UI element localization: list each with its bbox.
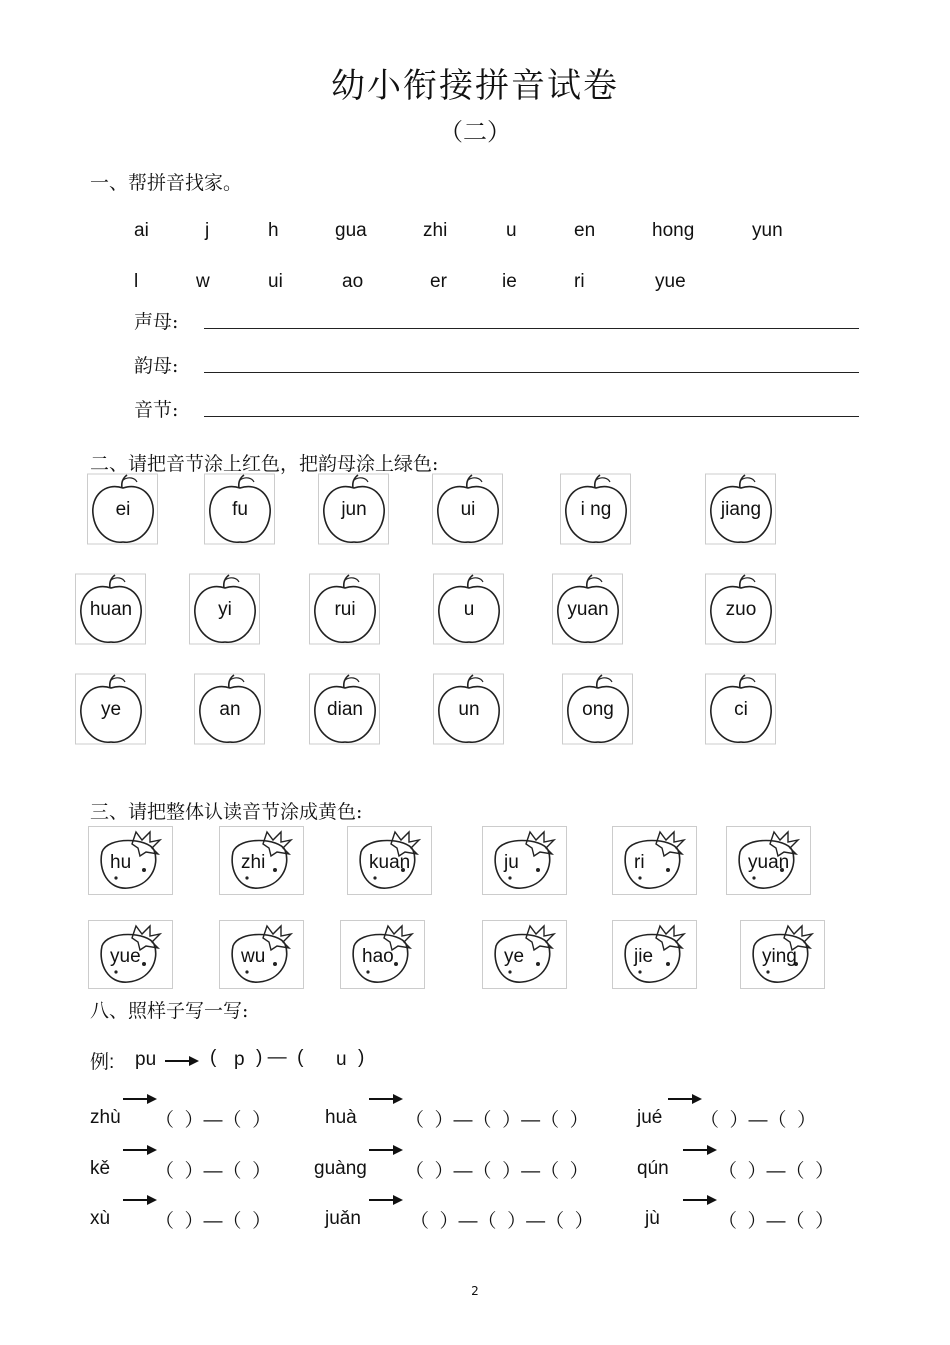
strawberry-label: ye — [504, 946, 525, 967]
apple-item[interactable] — [705, 672, 777, 746]
pinyin-item: h — [268, 220, 279, 241]
exercise-blanks[interactable]: （ ）—（ ） — [700, 1110, 817, 1131]
apple-item[interactable] — [433, 572, 505, 646]
pinyin-item: zhi — [423, 220, 448, 241]
strawberry-item[interactable] — [726, 826, 812, 896]
apple-label: ye — [100, 699, 122, 720]
arrow-icon — [369, 1144, 403, 1156]
arrow-icon — [165, 1055, 199, 1067]
strawberry-item[interactable] — [219, 826, 305, 896]
apple-label: fu — [232, 499, 248, 520]
apple-label: u — [463, 599, 475, 620]
exercise-blanks[interactable]: （ ）—（ ）—（ ） — [405, 1161, 589, 1182]
apple-item[interactable] — [433, 672, 505, 746]
strawberry-item[interactable] — [88, 826, 174, 896]
strawberry-label: hu — [110, 852, 132, 873]
strawberry-item[interactable] — [482, 920, 568, 990]
apple-item[interactable] — [189, 572, 261, 646]
apple-item[interactable] — [318, 472, 390, 546]
exercise-blanks[interactable]: （ ）—（ ） — [718, 1161, 835, 1182]
strawberry-label: hao — [362, 946, 394, 967]
arrow-icon — [683, 1144, 717, 1156]
pinyin-item: ai — [134, 220, 149, 241]
example-paren-close-2: ) — [358, 1047, 365, 1068]
strawberry-item[interactable] — [340, 920, 426, 990]
exercise-word: jué — [637, 1107, 663, 1128]
example-paren-close: ) — ( — [256, 1047, 304, 1068]
arrow-icon — [683, 1194, 717, 1206]
pinyin-item: w — [196, 271, 210, 292]
apple-item[interactable] — [432, 472, 504, 546]
apple-item[interactable] — [194, 672, 266, 746]
answer-line-syllables[interactable] — [204, 416, 859, 417]
apple-label: dian — [327, 699, 363, 720]
exercise-word: guàng — [314, 1158, 367, 1179]
apple-label: huan — [89, 599, 133, 620]
strawberry-label: zhi — [241, 852, 266, 873]
apple-label: ei — [115, 499, 131, 520]
example-final: u — [336, 1049, 347, 1070]
example-word: pu — [135, 1049, 157, 1070]
pinyin-item: ri — [574, 271, 585, 292]
section2-heading: 二、请把音节涂上红色，把韵母涂上绿色: — [90, 453, 439, 475]
pinyin-item: ui — [268, 271, 283, 292]
arrow-icon — [369, 1093, 403, 1105]
exercise-blanks[interactable]: （ ）—（ ） — [155, 1110, 272, 1131]
apple-label: jiang — [720, 499, 762, 520]
answer-line-finals[interactable] — [204, 372, 859, 373]
pinyin-item: hong — [652, 220, 695, 241]
pinyin-item: u — [506, 220, 517, 241]
exercise-word: xù — [90, 1208, 111, 1229]
exercise-blanks[interactable]: （ ）—（ ）—（ ） — [405, 1110, 589, 1131]
pinyin-item: er — [430, 271, 447, 292]
apple-item[interactable] — [204, 472, 276, 546]
strawberry-item[interactable] — [482, 826, 568, 896]
exercise-word: jù — [645, 1208, 660, 1229]
strawberry-item[interactable] — [612, 920, 698, 990]
apple-label: yi — [218, 599, 232, 620]
strawberry-item[interactable] — [740, 920, 826, 990]
arrow-icon — [123, 1093, 157, 1105]
exercise-word: qún — [637, 1158, 669, 1179]
apple-label: zuo — [725, 599, 757, 620]
apple-label: jun — [341, 499, 367, 520]
pinyin-item: yun — [752, 220, 783, 241]
apple-label: yuan — [567, 599, 609, 620]
exercise-blanks[interactable]: （ ）—（ ） — [155, 1211, 272, 1232]
apple-label: i ng — [580, 499, 612, 520]
section8-heading: 八、照样子写一写: — [90, 1000, 249, 1022]
strawberry-item[interactable] — [612, 826, 698, 896]
strawberry-label: jie — [634, 946, 654, 967]
pinyin-item: ao — [342, 271, 364, 292]
apple-item[interactable] — [309, 572, 381, 646]
apple-label: ci — [734, 699, 748, 720]
strawberry-label: yuan — [748, 852, 790, 873]
exercise-blanks[interactable]: （ ）—（ ） — [718, 1211, 835, 1232]
answer-line-initials[interactable] — [204, 328, 859, 329]
exercise-word: juǎn — [325, 1208, 361, 1229]
example-label: 例: — [90, 1052, 115, 1073]
page-title: 幼小衔接拼音试卷 — [331, 66, 619, 106]
section1-heading: 一、帮拼音找家。 — [90, 172, 243, 194]
apple-label: ui — [460, 499, 476, 520]
apple-item[interactable] — [562, 672, 634, 746]
apple-item[interactable] — [75, 572, 147, 646]
pinyin-item: l — [134, 271, 139, 292]
pinyin-item: yue — [655, 271, 686, 292]
apple-item[interactable] — [560, 472, 632, 546]
page-number: 2 — [471, 1284, 479, 1298]
strawberry-item[interactable] — [347, 826, 433, 896]
apple-item[interactable] — [309, 672, 381, 746]
label-finals: 韵母: — [134, 355, 179, 377]
apple-label: ong — [582, 699, 614, 720]
exercise-word: zhù — [90, 1107, 121, 1128]
strawberry-label: ju — [504, 852, 519, 873]
strawberry-label: kuan — [369, 852, 411, 873]
exercise-blanks[interactable]: （ ）—（ ）—（ ） — [410, 1211, 594, 1232]
apple-item[interactable] — [552, 572, 624, 646]
pinyin-item: gua — [335, 220, 367, 241]
exercise-blanks[interactable]: （ ）—（ ） — [155, 1161, 272, 1182]
strawberry-item[interactable] — [219, 920, 305, 990]
exercise-word: kě — [90, 1158, 111, 1179]
arrow-icon — [123, 1144, 157, 1156]
apple-label: an — [219, 699, 241, 720]
strawberry-label: ying — [762, 946, 797, 967]
pinyin-item: ie — [502, 271, 517, 292]
strawberry-item[interactable] — [88, 920, 174, 990]
apple-item[interactable] — [75, 672, 147, 746]
arrow-icon — [123, 1194, 157, 1206]
pinyin-item: en — [574, 220, 596, 241]
strawberry-label: ri — [634, 852, 645, 873]
apple-item[interactable] — [705, 572, 777, 646]
label-syllables: 音节: — [134, 399, 179, 421]
apple-label: un — [458, 699, 480, 720]
page-subtitle: （二） — [439, 118, 511, 146]
exercise-word: huà — [325, 1107, 357, 1128]
apple-item[interactable] — [705, 472, 777, 546]
strawberry-label: yue — [110, 946, 141, 967]
example-initial: p — [234, 1049, 245, 1070]
pinyin-item: j — [205, 220, 210, 241]
apple-item[interactable] — [87, 472, 159, 546]
section3-heading: 三、请把整体认读音节涂成黄色: — [90, 801, 363, 823]
label-initials: 声母: — [134, 311, 179, 333]
apple-label: rui — [334, 599, 356, 620]
arrow-icon — [369, 1194, 403, 1206]
arrow-icon — [668, 1093, 702, 1105]
example-paren-open: ( — [210, 1047, 217, 1068]
strawberry-label: wu — [241, 946, 266, 967]
